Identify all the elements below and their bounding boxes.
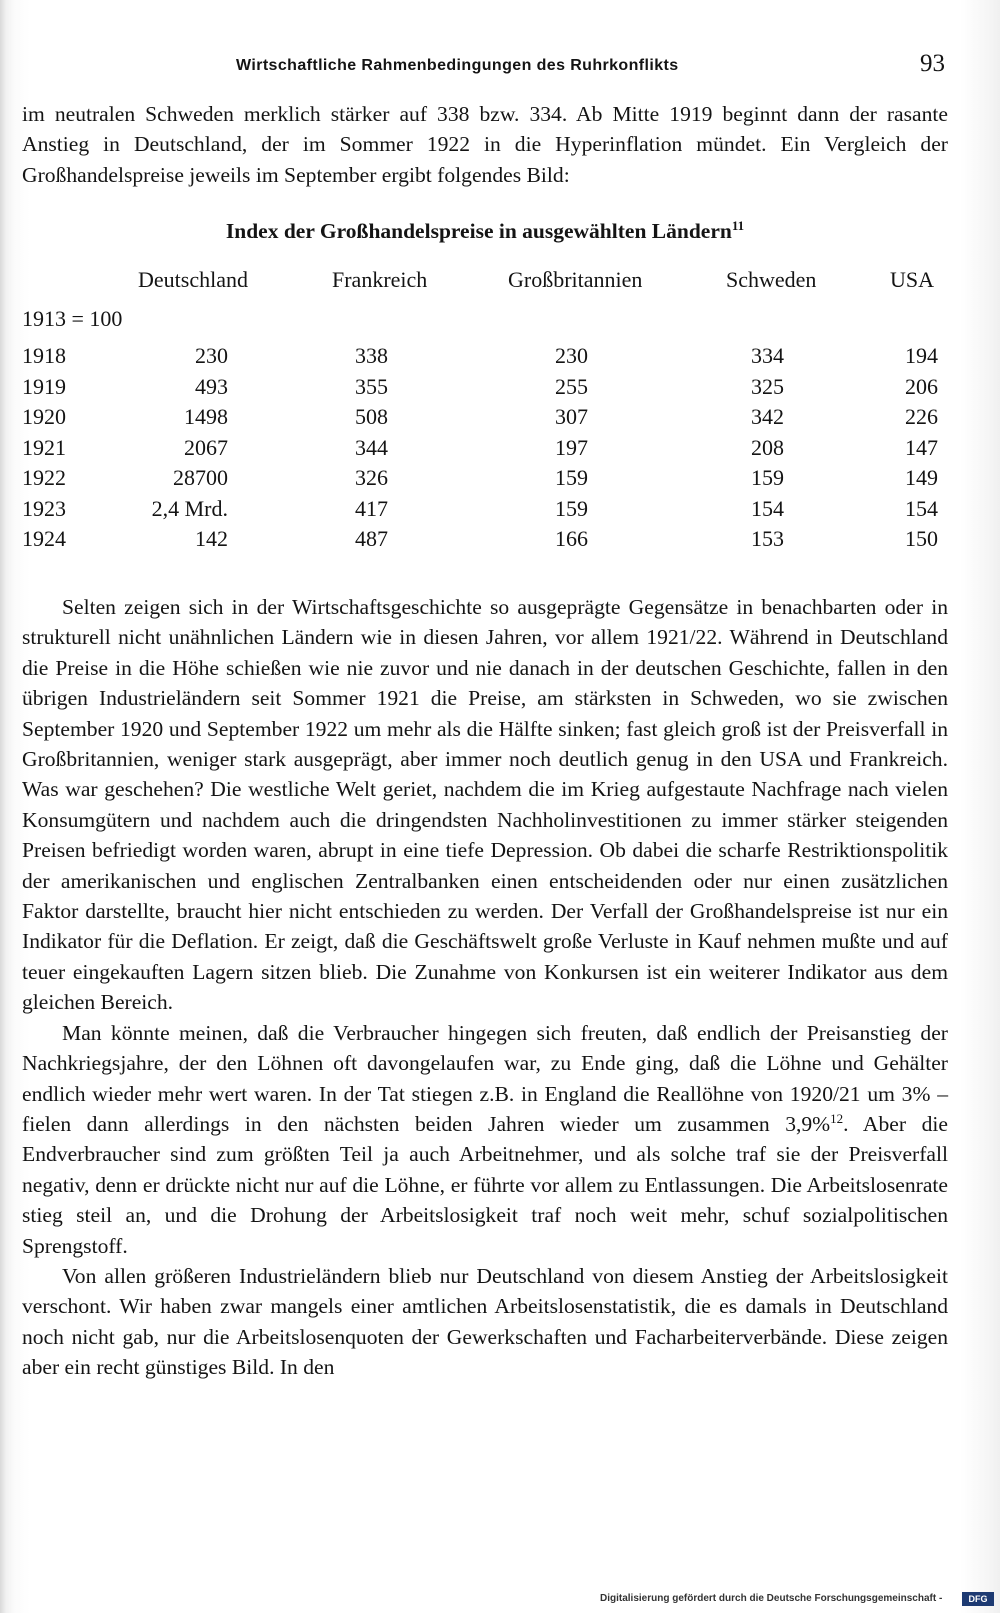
table-row (0, 526, 1000, 557)
table-title-footnote: 11 (731, 218, 745, 233)
table-header-row (0, 267, 1000, 297)
cell-year: 1920 (22, 404, 66, 429)
cell-year: 1921 (22, 434, 66, 460)
cell-grossbritannien: 159 (555, 495, 588, 521)
cell-schweden: 334 (751, 343, 784, 368)
page-number: 93 (920, 50, 945, 77)
cell-frankreich: 355 (355, 373, 388, 399)
table-row (0, 374, 1000, 405)
running-head: Wirtschaftliche Rahmenbedingungen des Ruhrkonflikts (236, 57, 679, 74)
cell-schweden: 342 (751, 404, 784, 429)
column-header-schweden: Schweden (726, 267, 817, 292)
paragraph-3: Von allen größeren Industrieländern blieb nur Deutschland von diesem Anstieg der Arbeitslosigkeit verschont. Wir haben zwar mangels einer amtlichen Arbeitslosenstatistik, die es damals in Deutschland noch nicht gab, nur die Arbeitslosenquoten der Gewerkschaften und Facharbeiterverbände. Diese zeigen aber ein recht günstiges Bild. In den (22, 1263, 948, 1380)
table-base-year: 1913 = 100 (22, 306, 123, 331)
cell-year: 1919 (22, 373, 66, 399)
paragraph-2-part-b: . Aber die Endverbraucher sind zum größten Teil ja auch Arbeitnehmer, und als solche traf sie der Preisverfall negativ, denn er drückte nicht nur auf die Löhne, er führte vor allem zu Entlassungen. Die Arbeitslosenrate stieg steil an, und die Drohung der Arbeitslosigkeit traf noch weit mehr, schuf sozialpolitischen Sprengstoff. (22, 1111, 948, 1258)
cell-schweden: 159 (751, 465, 784, 490)
table-row (0, 343, 1000, 374)
cell-deutschland: 2,4 Mrd. (151, 495, 228, 521)
cell-frankreich: 326 (355, 465, 388, 490)
table-row (0, 465, 1000, 496)
cell-frankreich: 487 (355, 526, 388, 551)
cell-usa: 147 (905, 434, 938, 460)
intro-block (22, 99, 948, 190)
cell-schweden: 325 (751, 373, 784, 399)
body-text (22, 592, 948, 1383)
table-row (0, 435, 1000, 466)
dfg-logo: DFG (962, 1592, 994, 1606)
cell-frankreich: 508 (355, 404, 388, 429)
cell-usa: 154 (905, 495, 938, 521)
cell-schweden: 154 (751, 495, 784, 521)
cell-grossbritannien: 255 (555, 373, 588, 399)
cell-usa: 149 (905, 465, 938, 490)
cell-schweden: 208 (751, 434, 784, 460)
table-row (0, 496, 1000, 527)
table-title (22, 218, 948, 244)
cell-usa: 206 (905, 373, 938, 399)
cell-usa: 150 (905, 526, 938, 551)
cell-year: 1924 (22, 526, 66, 551)
column-header-grossbritannien: Großbritannien (508, 267, 643, 292)
cell-grossbritannien: 307 (555, 404, 588, 429)
cell-schweden: 153 (751, 526, 784, 551)
table-title-text: Index der Großhandelspreise in ausgewählten Ländern (225, 219, 732, 244)
column-header-frankreich: Frankreich (332, 267, 428, 292)
paragraph-2 (22, 1018, 948, 1261)
cell-deutschland: 142 (195, 526, 228, 551)
cell-deutschland: 230 (195, 343, 228, 368)
cell-usa: 226 (905, 404, 938, 429)
intro-paragraph: im neutralen Schweden merklich stärker auf 338 bzw. 334. Ab Mitte 1919 beginnt dann der rasante Anstieg in Deutschland, der im Sommer 1922 in die Hyperinflation mündet. Ein Vergleich der Großhandelspreise jeweils im September ergibt folgendes Bild: (22, 102, 948, 187)
table-body (0, 343, 1000, 557)
cell-frankreich: 417 (355, 495, 388, 521)
digitization-footer: Digitalisierung gefördert durch die Deutsche Forschungsgemeinschaft - (600, 1593, 943, 1604)
cell-grossbritannien: 166 (555, 526, 588, 551)
column-header-deutschland: Deutschland (138, 267, 248, 292)
table-row (0, 404, 1000, 435)
cell-grossbritannien: 197 (555, 434, 588, 460)
cell-deutschland: 2067 (184, 434, 228, 460)
cell-year: 1918 (22, 343, 66, 368)
cell-grossbritannien: 159 (555, 465, 588, 490)
cell-frankreich: 344 (355, 434, 388, 460)
cell-deutschland: 1498 (184, 404, 228, 429)
cell-frankreich: 338 (355, 343, 388, 368)
cell-usa: 194 (905, 343, 938, 368)
cell-deutschland: 28700 (173, 465, 228, 490)
footnote-marker-12: 12 (830, 1110, 844, 1126)
cell-year: 1922 (22, 465, 66, 490)
page-header (0, 50, 1000, 80)
cell-grossbritannien: 230 (555, 343, 588, 368)
cell-year: 1923 (22, 495, 66, 521)
paragraph-2-part-a: Man könnte meinen, daß die Verbraucher hingegen sich freuten, daß endlich der Preisanstieg der Nachkriegsjahre, der den Löhnen oft davongelaufen war, zu Ende ging, daß die Löhne und Gehälter endlich wieder mehr wert waren. In der Tat stiegen z.B. in England die Reallöhne von 1920/21 um 3% – fielen dann allerdings in den nächsten beiden Jahren wieder um zusammen 3,9% (22, 1020, 948, 1136)
column-header-usa: USA (890, 267, 935, 292)
paragraph-1: Selten zeigen sich in der Wirtschaftsgeschichte so ausgeprägte Gegensätze in benachbarten oder in strukturell nicht unähnlichen Ländern wie in diesen Jahren, vor allem 1921/22. Während in Deutschland die Preise in die Höhe schießen wie nie zuvor und nie danach in der deutschen Geschichte, fallen in den übrigen Industrieländern seit Sommer 1921 die Preise, am stärksten in Schweden, wo sie zwischen September 1920 und September 1922 um mehr als die Hälfte sinken; fast gleich groß ist der Preisverfall in Großbritannien, weniger stark ausgeprägt, aber immer noch deutlich genug in den USA und Frankreich. Was war geschehen? Die westliche Welt geriet, nachdem die im Krieg aufgestaute Nachfrage nach vielen Konsumgütern und nachdem auch die dringendsten Nachholinvestitionen zu immer stärker steigenden Preisen befriedigt worden waren, abrupt in eine tiefe Depression. Ob dabei die scharfe Restriktionspolitik der amerikanischen und englischen Zentralbanken einen entscheidenden oder nur einen zusätzlichen Faktor darstellte, braucht hier nicht entschieden zu werden. Der Verfall der Großhandelspreise ist nur ein Indikator für die Deflation. Er zeigt, daß die Geschäftswelt große Verluste in Kauf nehmen mußte und auf teuer eingekauften Lagern sitzen blieb. Die Zunahme von Konkursen ist ein weiterer Indikator aus dem gleichen Bereich. (22, 595, 948, 1015)
cell-deutschland: 493 (195, 373, 228, 399)
